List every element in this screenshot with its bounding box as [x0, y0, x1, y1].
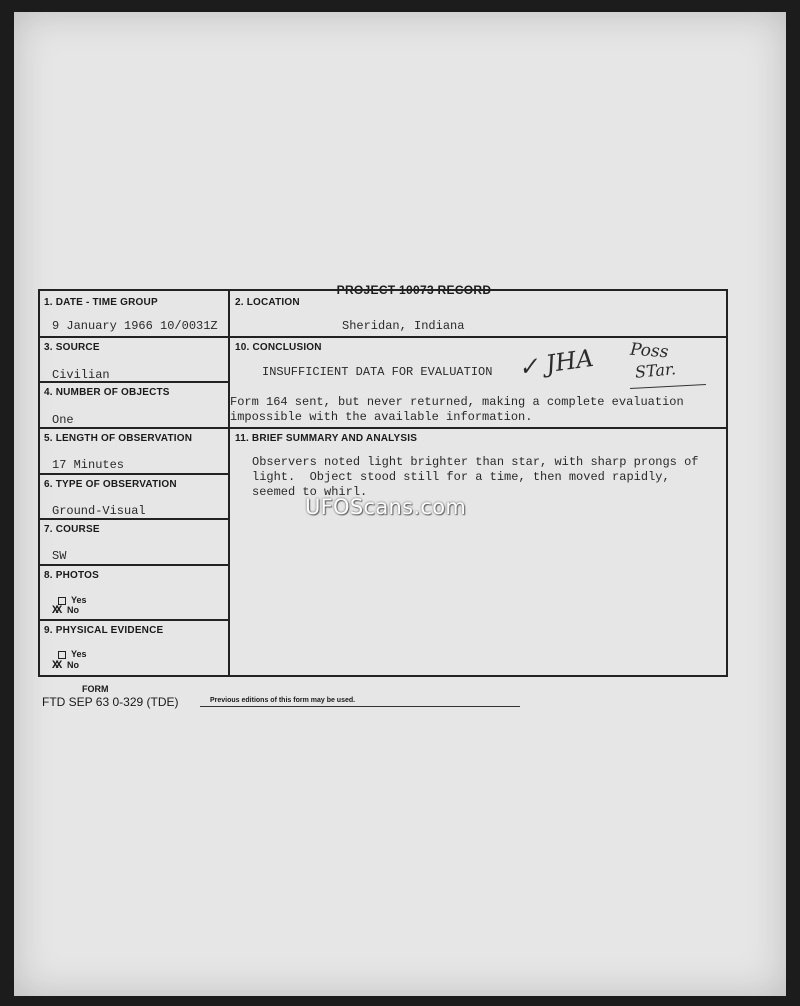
record-title: PROJECT 10073 RECORD — [336, 283, 492, 297]
physical-yes-option — [58, 649, 87, 659]
checkbox-x-mark-icon: XX — [52, 660, 60, 672]
left-column-divider — [228, 291, 230, 675]
number-of-objects-label: 4. NUMBER OF OBJECTS — [44, 387, 170, 398]
row-line — [40, 518, 228, 520]
conclusion-label: 10. CONCLUSION — [235, 342, 322, 353]
photos-label: 8. PHOTOS — [44, 570, 99, 581]
form-164-note: Form 164 sent, but never returned, making a complete evaluation impossible with the available information. — [230, 395, 684, 424]
handwritten-star: STar. — [634, 359, 677, 382]
row-line — [40, 336, 726, 338]
date-time-label: 1. DATE - TIME GROUP — [44, 297, 158, 308]
handwritten-poss: Poss — [629, 339, 670, 363]
record-form — [38, 289, 728, 677]
source-value: Civilian — [52, 368, 110, 382]
checkbox-x-mark-icon: XX — [52, 605, 60, 617]
course-label: 7. COURSE — [44, 524, 100, 535]
source-label: 3. SOURCE — [44, 342, 100, 353]
conclusion-value: INSUFFICIENT DATA FOR EVALUATION — [262, 365, 493, 379]
photos-yes-label: Yes — [71, 595, 87, 605]
number-of-objects-value: One — [52, 413, 74, 427]
physical-evidence-label: 9. PHYSICAL EVIDENCE — [44, 625, 164, 636]
footer-rule — [200, 706, 520, 707]
previous-editions-note: Previous editions of this form may be used. — [210, 697, 356, 704]
handwritten-underline — [630, 384, 706, 389]
photos-yes-option — [58, 595, 87, 605]
checkbox-empty-icon — [58, 597, 66, 605]
row-line — [40, 427, 726, 429]
row-line — [40, 619, 228, 621]
physical-no-option — [52, 660, 79, 672]
handwritten-initials: ✓ JHA — [516, 343, 596, 383]
length-of-observation-value: 17 Minutes — [52, 458, 125, 472]
type-of-observation-value: Ground-Visual — [52, 504, 146, 518]
physical-no-label: No — [67, 660, 79, 670]
summary-text: Observers noted light brighter than star, with sharp prongs of light. Object stood still for a time, then moved rapidly, seemed to whirl. — [252, 455, 699, 499]
row-line — [40, 564, 228, 566]
watermark: UFOScans.com — [305, 495, 467, 519]
length-of-observation-label: 5. LENGTH OF OBSERVATION — [44, 433, 193, 444]
course-value: SW — [52, 549, 67, 563]
photos-no-option — [52, 605, 79, 617]
row-line — [40, 473, 228, 475]
form-id: FTD SEP 63 0-329 (TDE) — [42, 695, 179, 709]
location-label: 2. LOCATION — [235, 297, 300, 308]
summary-label: 11. BRIEF SUMMARY AND ANALYSIS — [235, 433, 418, 444]
physical-yes-label: Yes — [71, 649, 87, 659]
location-value: Sheridan, Indiana — [342, 319, 465, 333]
checkbox-empty-icon — [58, 651, 66, 659]
form-word: FORM — [82, 684, 109, 694]
type-of-observation-label: 6. TYPE OF OBSERVATION — [44, 479, 177, 490]
date-time-value: 9 January 1966 10/0031Z — [52, 319, 218, 333]
photos-no-label: No — [67, 605, 79, 615]
